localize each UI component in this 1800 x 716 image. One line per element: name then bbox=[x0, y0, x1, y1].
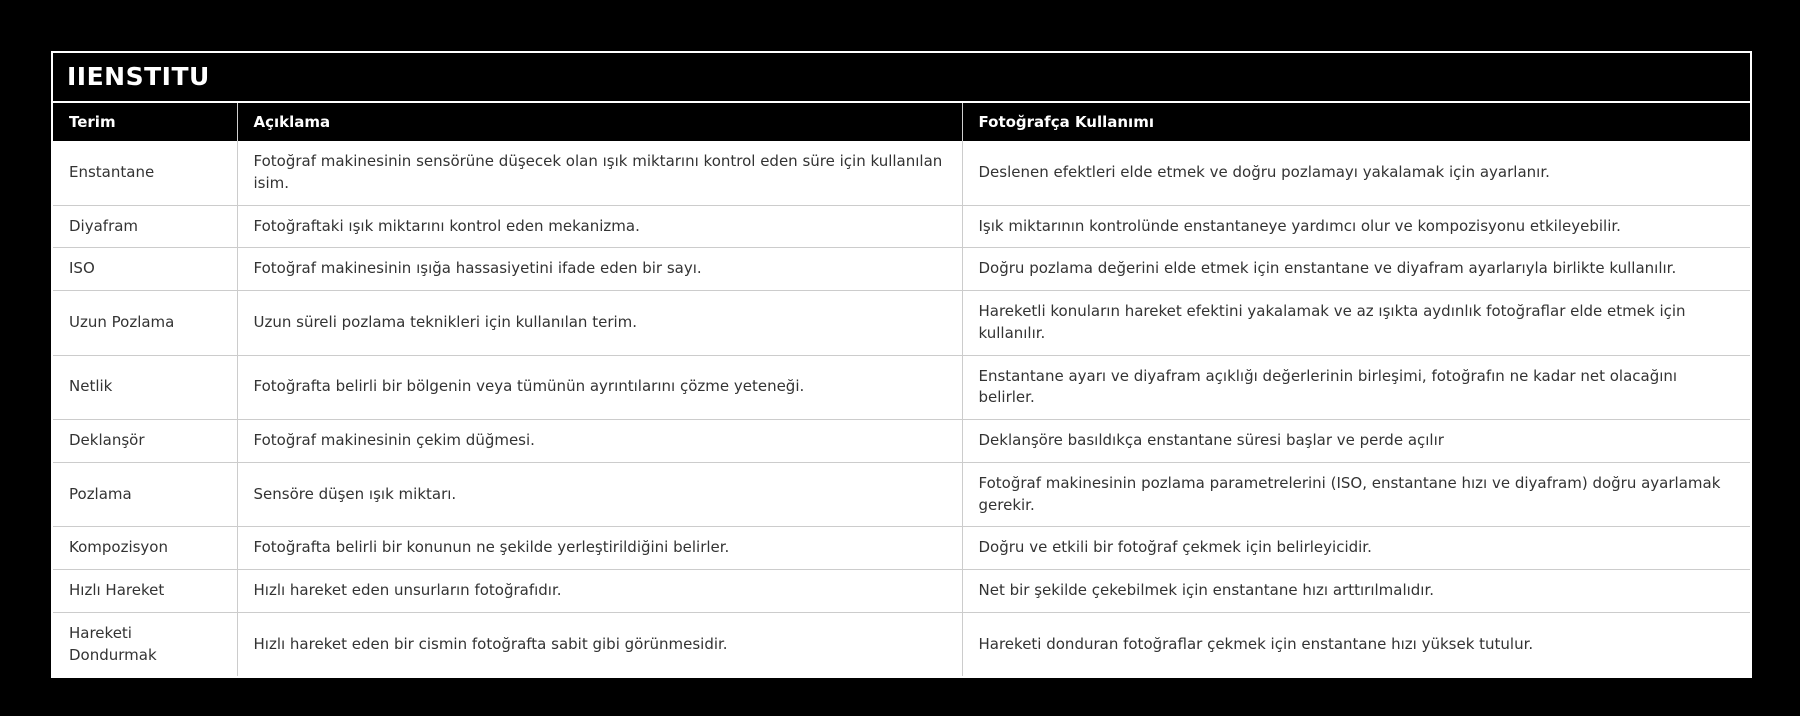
table-row bbox=[53, 462, 1750, 527]
aciklama-cell: Fotoğraf makinesinin sensörüne düşecek olan ışık miktarını kontrol eden süre için kullanılan isim. bbox=[237, 141, 962, 205]
aciklama-cell: Uzun süreli pozlama teknikleri için kullanılan terim. bbox=[237, 291, 962, 356]
kullanim-cell: Deklanşöre basıldıkça enstantane süresi başlar ve perde açılır bbox=[962, 420, 1750, 463]
kullanim-cell: Doğru pozlama değerini elde etmek için enstantane ve diyafram ayarlarıyla birlikte kullanılır. bbox=[962, 248, 1750, 291]
kullanim-cell: Fotoğraf makinesinin pozlama parametrelerini (ISO, enstantane hızı ve diyafram) doğru ayarlamak gerekir. bbox=[962, 462, 1750, 527]
header-row bbox=[53, 103, 1750, 141]
aciklama-cell: Fotoğraftaki ışık miktarını kontrol eden mekanizma. bbox=[237, 205, 962, 248]
term-cell: Deklanşör bbox=[53, 420, 237, 463]
table-body bbox=[53, 141, 1750, 676]
table-row bbox=[53, 248, 1750, 291]
term-cell: Pozlama bbox=[53, 462, 237, 527]
aciklama-cell: Sensöre düşen ışık miktarı. bbox=[237, 462, 962, 527]
kullanim-cell: Işık miktarının kontrolünde enstantaneye yardımcı olur ve kompozisyonu etkileyebilir. bbox=[962, 205, 1750, 248]
aciklama-cell: Fotoğraf makinesinin çekim düğmesi. bbox=[237, 420, 962, 463]
kullanim-cell: Hareketli konuların hareket efektini yakalamak ve az ışıkta aydınlık fotoğraflar elde etmek için kullanılır. bbox=[962, 291, 1750, 356]
terms-card bbox=[51, 51, 1752, 678]
aciklama-cell: Fotoğrafta belirli bir bölgenin veya tümünün ayrıntılarını çözme yeteneği. bbox=[237, 355, 962, 420]
aciklama-cell: Fotoğrafta belirli bir konunun ne şekilde yerleştirildiğini belirler. bbox=[237, 527, 962, 570]
term-cell: Diyafram bbox=[53, 205, 237, 248]
aciklama-cell: Fotoğraf makinesinin ışığa hassasiyetini ifade eden bir sayı. bbox=[237, 248, 962, 291]
term-cell: Hızlı Hareket bbox=[53, 570, 237, 613]
term-cell: Netlik bbox=[53, 355, 237, 420]
table-header bbox=[53, 103, 1750, 141]
term-cell: Hareketi Dondurmak bbox=[53, 612, 237, 676]
brand-header bbox=[53, 53, 1750, 103]
term-cell: Enstantane bbox=[53, 141, 237, 205]
table-row bbox=[53, 570, 1750, 613]
aciklama-cell: Hızlı hareket eden bir cismin fotoğrafta sabit gibi görünmesidir. bbox=[237, 612, 962, 676]
brand-title: IIENSTITU bbox=[67, 62, 210, 91]
term-cell: ISO bbox=[53, 248, 237, 291]
kullanim-cell: Deslenen efektleri elde etmek ve doğru pozlamayı yakalamak için ayarlanır. bbox=[962, 141, 1750, 205]
kullanim-cell: Enstantane ayarı ve diyafram açıklığı değerlerinin birleşimi, fotoğrafın ne kadar net olacağını belirler. bbox=[962, 355, 1750, 420]
table-row bbox=[53, 527, 1750, 570]
terms-table bbox=[53, 103, 1750, 676]
column-header-aciklama: Açıklama bbox=[237, 103, 962, 141]
table-row bbox=[53, 355, 1750, 420]
column-header-kullanim: Fotoğrafça Kullanımı bbox=[962, 103, 1750, 141]
aciklama-cell: Hızlı hareket eden unsurların fotoğrafıdır. bbox=[237, 570, 962, 613]
table-row bbox=[53, 612, 1750, 676]
kullanim-cell: Doğru ve etkili bir fotoğraf çekmek için belirleyicidir. bbox=[962, 527, 1750, 570]
term-cell: Uzun Pozlama bbox=[53, 291, 237, 356]
kullanim-cell: Hareketi donduran fotoğraflar çekmek için enstantane hızı yüksek tutulur. bbox=[962, 612, 1750, 676]
table-row bbox=[53, 291, 1750, 356]
table-row bbox=[53, 420, 1750, 463]
table-row bbox=[53, 141, 1750, 205]
term-cell: Kompozisyon bbox=[53, 527, 237, 570]
table-row bbox=[53, 205, 1750, 248]
column-header-term: Terim bbox=[53, 103, 237, 141]
kullanim-cell: Net bir şekilde çekebilmek için enstantane hızı arttırılmalıdır. bbox=[962, 570, 1750, 613]
